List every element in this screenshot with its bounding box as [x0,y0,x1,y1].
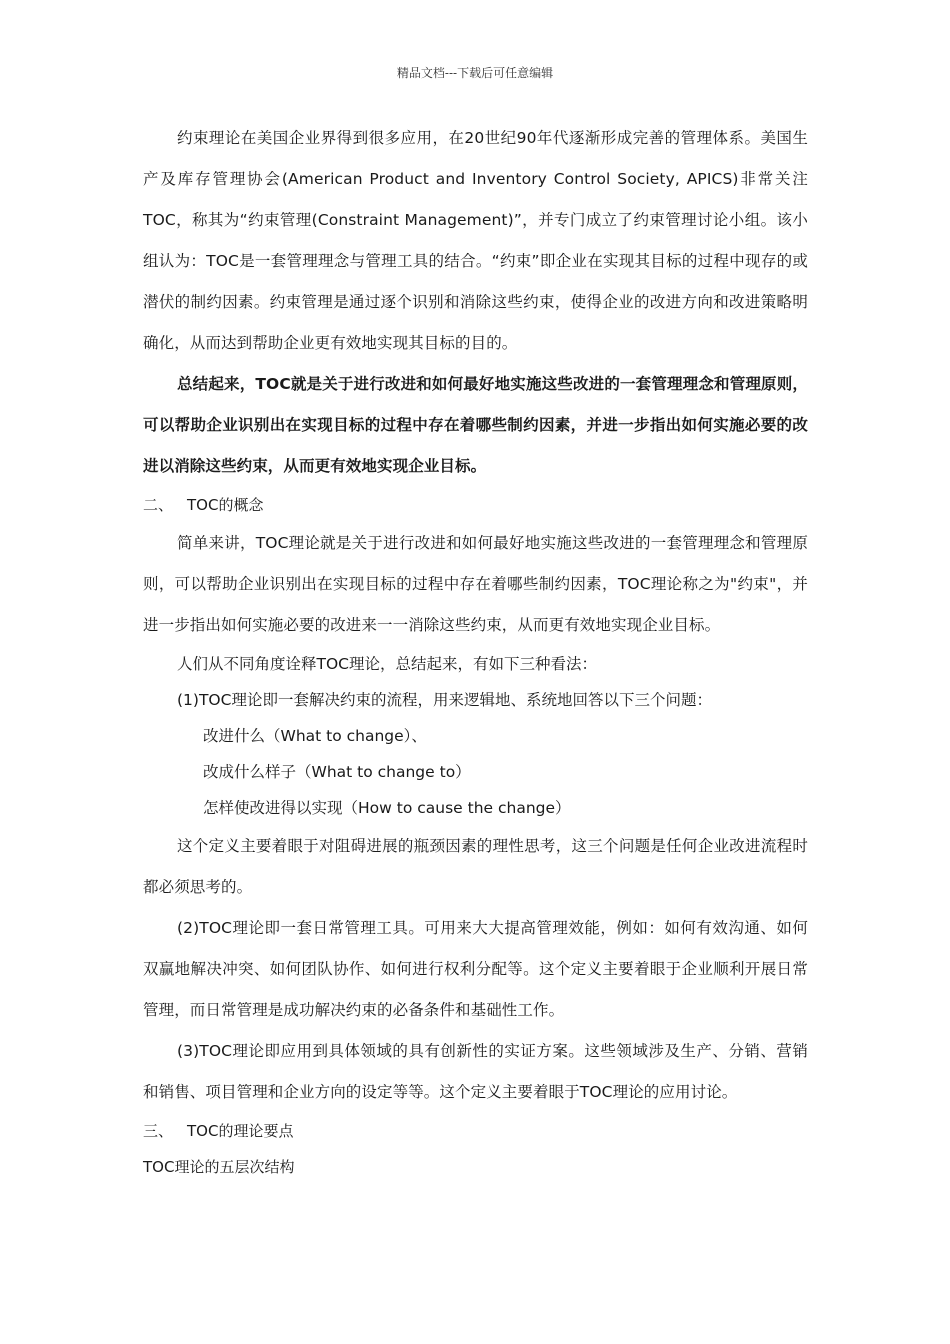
question-1: 改进什么（What to change）、 [203,727,427,745]
question-3: 怎样使改进得以实现（How to cause the change） [203,799,571,817]
section-heading-3 [143,1113,808,1149]
section-number: 三、 [143,1122,174,1140]
list-item-1: (1)TOC理论即一套解决约束的流程，用来逻辑地、系统地回答以下三个问题： [177,691,712,709]
subheading-five-levels: TOC理论的五层次结构 [143,1158,295,1176]
paragraph-three-views: 人们从不同角度诠释TOC理论，总结起来，有如下三种看法： [177,655,597,673]
paragraph-apics: 约束理论在美国企业界得到很多应用，在20世纪90年代逐渐形成完善的管理体系。美国生产及库存管理协会(American Product and Inventory Control Society, APICS)非常关注TOC，称其为“约束管理(Constraint Management)”，并专门成立了约束管理讨论小组。该小组认为：TOC是一套管理理念与管理工具的结合。“约束”即企业在实现其目标的过程中现存的或潜伏的制约因素。约束管理是通过逐个识别和消除这些约束，使得企业的改进方向和改进策略明确化，从而达到帮助企业更有效地实现其目标的目的。 [143,129,808,352]
document-body [143,118,808,1185]
list-item-3: (3)TOC理论即应用到具体领域的具有创新性的实证方案。这些领域涉及生产、分销、营销和销售、项目管理和企业方向的设定等等。这个定义主要着眼于TOC理论的应用讨论。 [143,1042,808,1101]
paragraph-definition-1: 这个定义主要着眼于对阻碍进展的瓶颈因素的理性思考，这三个问题是任何企业改进流程时都必须思考的。 [143,837,808,896]
paragraph-toc-concept: 简单来讲，TOC理论就是关于进行改进和如何最好地实施这些改进的一套管理理念和管理原则，可以帮助企业识别出在实现目标的过程中存在着哪些制约因素，TOC理论称之为"约束"，并进一步指出如何实施必要的改进来一一消除这些约束，从而更有效地实现企业目标。 [143,534,808,634]
section-title: TOC的理论要点 [187,1122,294,1140]
section-heading-2 [143,487,808,523]
paragraph-summary-bold: 总结起来，TOC就是关于进行改进和如何最好地实施这些改进的一套管理理念和管理原则，可以帮助企业识别出在实现目标的过程中存在着哪些制约因素，并进一步指出如何实施必要的改进以消除这些约束，从而更有效地实现企业目标。 [143,375,808,475]
list-item-2: (2)TOC理论即一套日常管理工具。可用来大大提高管理效能，例如：如何有效沟通、如何双赢地解决冲突、如何团队协作、如何进行权利分配等。这个定义主要着眼于企业顺利开展日常管理，而日常管理是成功解决约束的必备条件和基础性工作。 [143,919,808,1019]
question-2: 改成什么样子（What to change to） [203,763,471,781]
section-number: 二、 [143,496,174,514]
section-title: TOC的概念 [187,496,264,514]
page-header: 精品文档---下载后可任意编辑 [396,66,554,80]
